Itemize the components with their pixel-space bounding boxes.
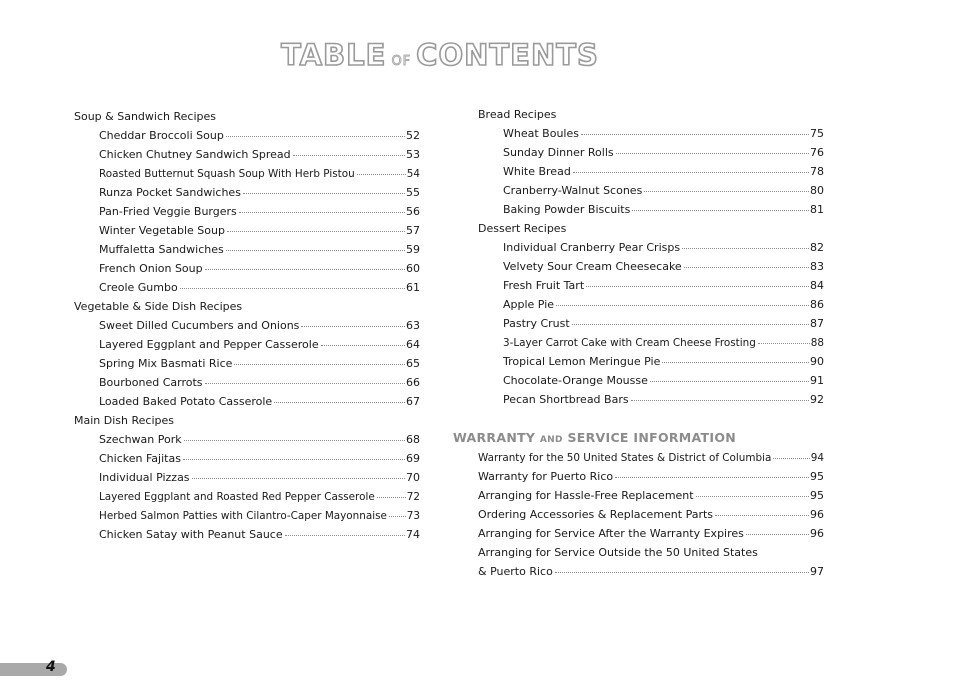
entry-page-number: 90	[810, 355, 824, 368]
entry-title: Chicken Satay with Peanut Sauce	[99, 528, 283, 541]
entry-page-number: 53	[406, 148, 420, 161]
dot-leader	[274, 390, 405, 403]
dot-leader	[357, 162, 406, 175]
dot-leader	[234, 352, 405, 365]
entry-page-number: 84	[810, 279, 824, 292]
dot-leader	[650, 369, 809, 382]
entry-title: Apple Pie	[503, 298, 555, 311]
entry-title: Baking Powder Biscuits	[503, 203, 631, 216]
dot-leader	[682, 236, 809, 249]
entry-page-number: 63	[406, 319, 420, 332]
section-heading-label: Dessert Recipes	[478, 222, 567, 235]
toc-entry[interactable]	[478, 562, 824, 581]
entry-page-number: 83	[810, 260, 824, 273]
entry-title: Spring Mix Basmati Rice	[99, 357, 233, 370]
entry-page-number: 65	[406, 357, 420, 370]
dot-leader	[615, 465, 809, 478]
entry-page-number: 55	[406, 186, 420, 199]
entry-title: Runza Pocket Sandwiches	[99, 186, 241, 199]
entry-title: Arranging for Service After the Warranty Expires	[478, 527, 744, 540]
dot-leader	[205, 257, 405, 270]
entry-page-number: 80	[810, 184, 824, 197]
dot-leader	[573, 160, 809, 173]
entry-title: Chicken Fajitas	[99, 452, 181, 465]
dot-leader	[581, 122, 809, 135]
entry-page-number: 59	[406, 243, 420, 256]
dot-leader	[644, 179, 809, 192]
dot-leader	[662, 350, 809, 363]
dot-leader	[586, 274, 809, 287]
toc-entry[interactable]	[74, 278, 420, 297]
entry-title: White Bread	[503, 165, 571, 178]
entry-page-number: 57	[406, 224, 420, 237]
entry-page-number: 97	[810, 565, 824, 578]
entry-page-number: 82	[810, 241, 824, 254]
entry-page-number: 76	[810, 146, 824, 159]
entry-title: Winter Vegetable Soup	[99, 224, 225, 237]
entry-title: Pastry Crust	[503, 317, 570, 330]
toc-entry[interactable]	[74, 525, 420, 544]
dot-leader	[226, 238, 405, 251]
entry-title: French Onion Soup	[99, 262, 203, 275]
entry-page-number: 86	[810, 298, 824, 311]
toc-entry[interactable]	[478, 524, 824, 543]
entry-title: Layered Eggplant and Pepper Casserole	[99, 338, 319, 351]
dot-leader	[715, 503, 809, 516]
entry-page-number: 95	[810, 489, 824, 502]
toc-entry[interactable]	[74, 468, 420, 487]
entry-title: Warranty for the 50 United States & District of Columbia	[478, 452, 772, 464]
dot-leader	[632, 198, 809, 211]
entry-page-number: 54	[406, 168, 420, 180]
title-part-of: OF	[391, 54, 412, 69]
section-heading-label: Soup & Sandwich Recipes	[74, 110, 216, 123]
entry-title: Loaded Baked Potato Casserole	[99, 395, 273, 408]
dot-leader	[758, 331, 810, 344]
toc-entry[interactable]	[478, 390, 824, 409]
toc-entry[interactable]	[74, 392, 420, 411]
dot-leader	[616, 141, 809, 154]
entry-title: Layered Eggplant and Roasted Red Pepper Casserole	[99, 491, 375, 503]
entry-title: Warranty for Puerto Rico	[478, 470, 614, 483]
entry-title: Ordering Accessories & Replacement Parts	[478, 508, 714, 521]
toc-entry[interactable]	[478, 200, 824, 219]
entry-title: Wheat Boules	[503, 127, 579, 140]
dot-leader	[746, 522, 809, 535]
dot-leader	[556, 293, 809, 306]
entry-page-number: 81	[810, 203, 824, 216]
page-title	[0, 38, 880, 72]
entry-page-number: 78	[810, 165, 824, 178]
dot-leader	[227, 219, 405, 232]
entry-title: Herbed Salmon Patties with Cilantro-Caper Mayonnaise	[99, 510, 387, 522]
dot-leader	[192, 466, 405, 479]
entry-page-number: 69	[406, 452, 420, 465]
entry-title: Tropical Lemon Meringue Pie	[503, 355, 661, 368]
entry-title: Pecan Shortbread Bars	[503, 393, 629, 406]
entry-page-number: 66	[406, 376, 420, 389]
toc-right-column	[453, 105, 824, 581]
entry-page-number: 96	[810, 527, 824, 540]
entry-page-number: 88	[810, 337, 824, 349]
entry-page-number: 94	[810, 452, 824, 464]
entry-page-number: 72	[406, 491, 420, 503]
dot-leader	[572, 312, 809, 325]
toc-left-column	[74, 107, 420, 544]
dot-leader	[226, 124, 405, 137]
dot-leader	[773, 446, 809, 459]
page-number-tab	[0, 663, 67, 676]
entry-title: Individual Cranberry Pear Crisps	[503, 241, 681, 254]
entry-title: Sweet Dilled Cucumbers and Onions	[99, 319, 300, 332]
warranty-list	[478, 448, 824, 581]
section-heading-label: Main Dish Recipes	[74, 414, 174, 427]
entry-page-number: 60	[406, 262, 420, 275]
entry-title: Chicken Chutney Sandwich Spread	[99, 148, 291, 161]
dot-leader	[684, 255, 809, 268]
entry-title: Individual Pizzas	[99, 471, 190, 484]
dot-leader	[180, 276, 405, 289]
dot-leader	[321, 333, 405, 346]
page-number: 4	[46, 659, 56, 675]
dot-leader	[243, 181, 405, 194]
entry-title: Muffaletta Sandwiches	[99, 243, 224, 256]
entry-page-number: 87	[810, 317, 824, 330]
dot-leader	[184, 428, 405, 441]
entry-title: 3-Layer Carrot Cake with Cream Cheese Frosting	[503, 337, 756, 349]
entry-title: & Puerto Rico	[478, 565, 553, 578]
entry-page-number: 91	[810, 374, 824, 387]
entry-page-number: 67	[406, 395, 420, 408]
warranty-section-heading: WARRANTY AND SERVICE INFORMATION	[453, 430, 737, 445]
dot-leader	[377, 485, 406, 498]
entry-page-number: 56	[406, 205, 420, 218]
dot-leader	[183, 447, 405, 460]
section-heading-label: Bread Recipes	[478, 108, 557, 121]
entry-title: Bourboned Carrots	[99, 376, 203, 389]
entry-page-number: 74	[406, 528, 420, 541]
dot-leader	[301, 314, 405, 327]
dot-leader	[389, 504, 406, 517]
toc-entry[interactable]	[74, 487, 420, 506]
entry-title: Arranging for Hassle-Free Replacement	[478, 489, 694, 502]
entry-title: Fresh Fruit Tart	[503, 279, 585, 292]
title-part-table: TABLE	[281, 38, 387, 72]
entry-title: Pan-Fried Veggie Burgers	[99, 205, 237, 218]
toc-right-list	[478, 105, 824, 409]
entry-page-number: 75	[810, 127, 824, 140]
entry-title: Creole Gumbo	[99, 281, 178, 294]
entry-page-number: 96	[810, 508, 824, 521]
entry-title: Cheddar Broccoli Soup	[99, 129, 224, 142]
title-part-contents: CONTENTS	[416, 38, 599, 72]
section-heading-label: Vegetable & Side Dish Recipes	[74, 300, 243, 313]
entry-page-number: 68	[406, 433, 420, 446]
entry-page-number: 73	[406, 510, 420, 522]
entry-title: Velvety Sour Cream Cheesecake	[503, 260, 682, 273]
dot-leader	[239, 200, 405, 213]
dot-leader	[555, 560, 809, 573]
entry-title: Cranberry-Walnut Scones	[503, 184, 643, 197]
entry-page-number: 92	[810, 393, 824, 406]
dot-leader	[293, 143, 405, 156]
entry-title: Szechwan Pork	[99, 433, 182, 446]
entry-page-number: 64	[406, 338, 420, 351]
entry-title: Roasted Butternut Squash Soup With Herb Pistou	[99, 168, 355, 180]
dot-leader	[205, 371, 405, 384]
entry-title: Chocolate-Orange Mousse	[503, 374, 648, 387]
dot-leader	[696, 484, 809, 497]
entry-page-number: 95	[810, 470, 824, 483]
entry-title: Arranging for Service Outside the 50 United States	[478, 546, 758, 559]
entry-page-number: 52	[406, 129, 420, 142]
entry-title: Sunday Dinner Rolls	[503, 146, 614, 159]
entry-page-number: 61	[406, 281, 420, 294]
dot-leader	[285, 523, 405, 536]
entry-page-number: 70	[406, 471, 420, 484]
dot-leader	[631, 388, 809, 401]
